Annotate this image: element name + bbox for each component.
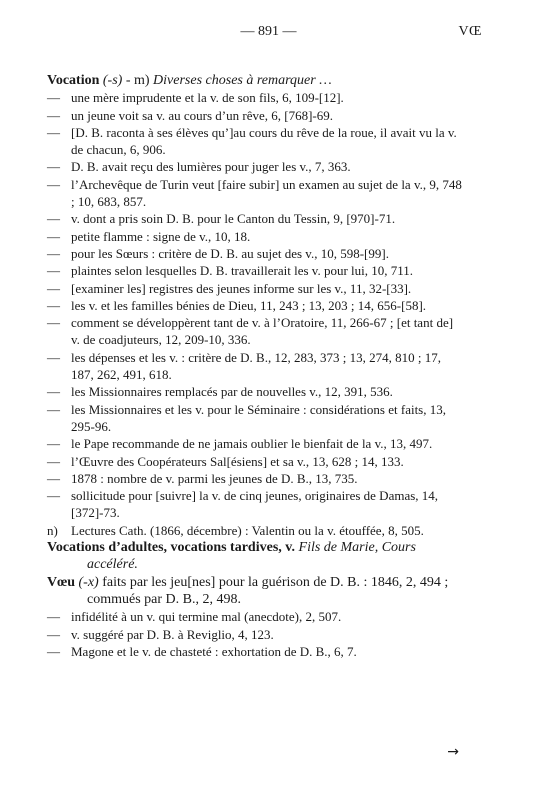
page-header [0, 24, 537, 44]
heading-first-text: faits par les jeu[nes] pour la guérison de D. B. : 1846, 2, 494 ; commués par D. B., 2, 498. [87, 574, 449, 607]
subentry: — Magone et le v. de chasteté : exhortation de D. B., 6, 7. [47, 643, 465, 660]
subentry: — [D. B. raconta à ses élèves qu’]au cours du rêve de la roue, il avait vu la v. de chacun, 6, 906. [47, 124, 465, 159]
subentry: — [examiner les] registres des jeunes informe sur les v., 11, 32-[33]. [47, 280, 465, 297]
heading-suffix: (-s) [102, 73, 123, 88]
subentry: — l’Œuvre des Coopérateurs Sal[ésiens] et sa v., 13, 628 ; 14, 133. [47, 453, 465, 470]
subentry: — D. B. avait reçu des lumières pour juger les v., 7, 363. [47, 158, 465, 175]
subentry: — pour les Sœurs : critère de D. B. au sujet des v., 10, 598-[99]. [47, 245, 465, 262]
subentry-text: Lectures Cath. (1866, décembre) : Valentin ou la v. étouffée, 8, 505. [71, 522, 424, 538]
heading-word: Vocations d’adultes, vocations tardives, [47, 540, 282, 556]
continue-arrow-icon: → [447, 744, 459, 760]
subentry: — l’Archevêque de Turin veut [faire subir] un examen au sujet de la v., 9, 748 ; 10, 683, 857. [47, 176, 465, 211]
subentry: — sollicitude pour [suivre] la v. de cinq jeunes, originaires de Damas, 14, [372]-73. [47, 487, 465, 522]
subentry: — v. dont a pris soin D. B. pour le Canton du Tessin, 9, [970]-71. [47, 210, 465, 227]
vocation-subentries [47, 89, 465, 521]
running-head: VŒ [458, 24, 482, 39]
subentry: — les Missionnaires et les v. pour le Séminaire : considérations et faits, 13, 295-96. [47, 401, 465, 436]
index-body [47, 72, 465, 660]
see-marker: v. [285, 540, 296, 556]
heading-subtitle: Diverses choses à remarquer … [153, 73, 332, 88]
subentry: — comment se développèrent tant de v. à l’Oratoire, 11, 266-67 ; [et tant de] v. de coadjuteurs, 12, 209-10, 336. [47, 314, 465, 349]
entry-heading-vocations-adultes [47, 539, 465, 574]
entry-heading-voeu [47, 574, 465, 609]
subentry: — v. suggéré par D. B. à Reviglio, 4, 123. [47, 626, 465, 643]
heading-word: Vœu [47, 574, 76, 590]
subentry: — infidélité à un v. qui termine mal (anecdote), 2, 507. [47, 608, 465, 625]
subentry-n [47, 522, 465, 539]
subentry: — les v. et les familles bénies de Dieu, 11, 243 ; 13, 203 ; 14, 656-[58]. [47, 297, 465, 314]
subentry: — les dépenses et les v. : critère de D. B., 12, 283, 373 ; 13, 274, 810 ; 17, 187, 262, 491, 618. [47, 349, 465, 384]
subentry: — un jeune voit sa v. au cours d’un rêve, 6, [768]-69. [47, 107, 465, 124]
heading-word: Vocation [47, 73, 100, 88]
heading-suffix: (-x) [78, 574, 99, 590]
cross-references: Fils de Marie, Cours accéléré. [87, 540, 416, 573]
subentry: — plaintes selon lesquelles D. B. travaillerait les v. pour lui, 10, 711. [47, 262, 465, 279]
subentry-letter: n) [47, 522, 58, 538]
entry-heading-vocation [47, 72, 465, 89]
subentry: — petite flamme : signe de v., 10, 18. [47, 228, 465, 245]
heading-letter: - m) [125, 73, 150, 88]
subentry: — les Missionnaires remplacés par de nouvelles v., 12, 391, 536. [47, 383, 465, 400]
subentry: — le Pape recommande de ne jamais oublier le bienfait de la v., 13, 497. [47, 435, 465, 452]
subentry: — 1878 : nombre de v. parmi les jeunes de D. B., 13, 735. [47, 470, 465, 487]
subentry: — une mère imprudente et la v. de son fils, 6, 109-[12]. [47, 89, 465, 106]
page-number: — 891 — [240, 24, 297, 39]
